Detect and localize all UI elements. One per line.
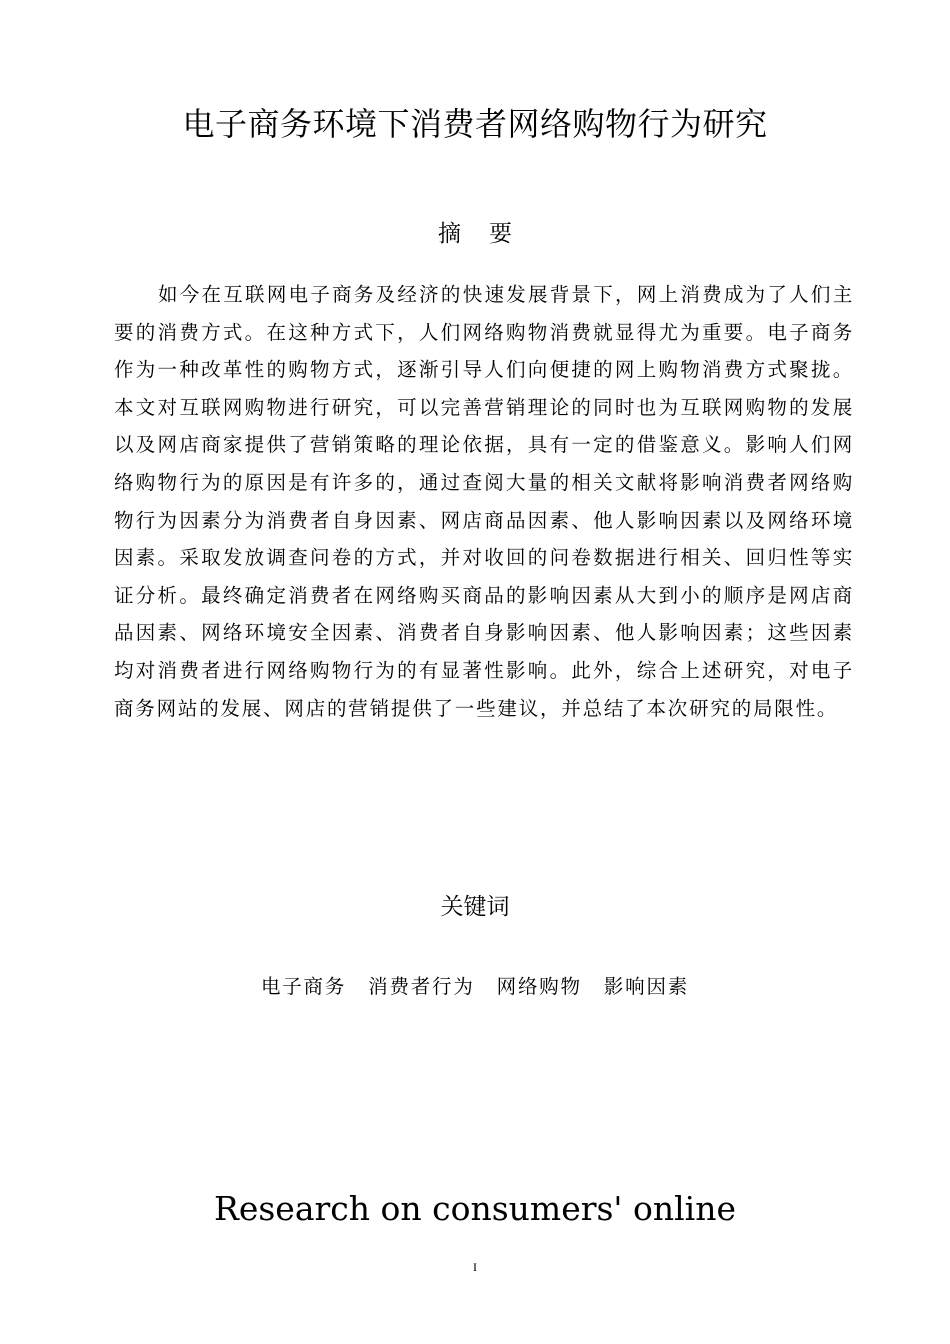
keyword-item: 影响因素 — [603, 975, 690, 998]
keyword-item: 电子商务 — [260, 975, 347, 998]
english-title: Research on consumers' online — [213, 1189, 737, 1228]
abstract-heading-char-2: 要 — [489, 221, 512, 247]
abstract-heading-char-1: 摘 — [438, 221, 461, 247]
abstract-body: 如今在互联网电子商务及经济的快速发展背景下，网上消费成为了人们主要的消费方式。在这种方式下，人们网络购物消费就显得尤为重要。电子商务作为一种改革性的购物方式，逐渐引导人们向便捷的网上购物消费方式聚拢。本文对互联网购物进行研究，可以完善营销理论的同时也为互联网购物的发展以及网店商家提供了营销策略的理论依据，具有一定的借鉴意义。影响人们网络购物行为的原因是有许多的，通过查阅大量的相关文献将影响消费者网络购物行为因素分为消费者自身因素、网店商品因素、他人影响因素以及网络环境因素。采取发放调查问卷的方式，并对收回的问卷数据进行相关、回归性等实证分析。最终确定消费者在网络购买商品的影响因素从大到小的顺序是网店商品因素、网络环境安全因素、消费者自身影响因素、他人影响因素；这些因素均对消费者进行网络购物行为的有显著性影响。此外，综合上述研究，对电子商务网站的发展、网店的营销提供了一些建议，并总结了本次研究的局限性。 — [114, 283, 854, 720]
keywords-list — [0, 970, 950, 1004]
keyword-item: 网络购物 — [496, 975, 582, 998]
page-number: I — [473, 1260, 477, 1274]
page-title: 电子商务环境下消费者网络购物行为研究 — [182, 105, 768, 143]
abstract-heading — [0, 217, 950, 251]
keyword-item: 消费者行为 — [368, 975, 475, 998]
keywords-heading: 关键词 — [440, 894, 510, 920]
